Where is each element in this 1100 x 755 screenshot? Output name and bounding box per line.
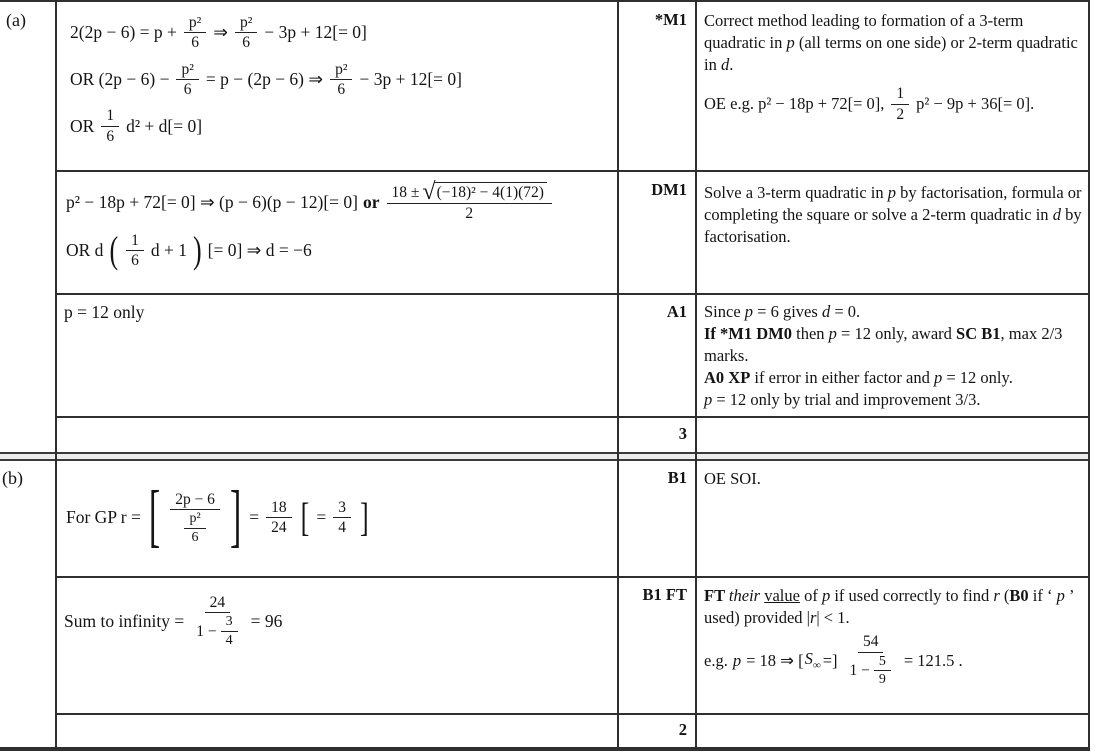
note-text: = 6 gives [753,302,822,321]
note-text: ‘ [1046,586,1057,605]
equation-a1-line1 [70,14,610,52]
mark-total-b: 2 [678,720,687,739]
grid-line-row-a3 [55,416,1090,418]
note-text: if used correctly to find [830,586,994,605]
grid-line-bottom [0,747,1090,751]
numerator: p² [184,511,205,529]
numerator: p² [235,14,257,33]
variable-r: r [993,586,1000,605]
denominator [178,510,211,545]
numerator: 24 [205,594,231,613]
fraction [891,85,909,123]
fraction [191,594,243,649]
working-cell-b1 [66,466,611,570]
math-text: 1 − [196,622,217,640]
note-text: ’ used) provided | [704,586,1074,628]
note-text: then [791,324,829,344]
denominator: 6 [191,529,199,545]
math-text: = 96 [250,610,283,631]
variable-p: p [821,586,831,605]
working-cell-a2 [66,179,611,278]
numerator [387,179,552,205]
math-text: Sum to infinity = [64,610,185,631]
note-text: OE SOI. [704,469,761,488]
fraction [101,107,119,145]
numerator: 3 [221,614,238,632]
square-root [422,179,547,205]
grid-line-part-column [55,0,57,751]
math-text: = [316,507,327,528]
part-label-a: (a) [6,10,26,30]
grid-line-right [1088,0,1090,751]
equation-a2-line1 [66,179,611,223]
note-text: = 12 only, award [836,324,957,344]
equation-b2 [64,594,609,649]
working-cell-a3 [64,302,604,323]
math-text: − 3p + 12[= 0] [264,22,367,43]
variable-p: p [934,368,943,388]
grid-line-row-b2 [55,713,1090,715]
fraction [845,633,897,688]
variable-d: d [720,55,730,75]
note-text: Correct method leading to formation of a 3-term quadratic in [704,11,1024,53]
equation-a1-line2 [70,61,610,99]
equation-a1-line3 [70,107,610,145]
math-text: 18 ± [391,183,420,201]
math-text: For GP r = [66,507,141,528]
numerator: 18 [266,499,292,518]
numerator: 1 [126,232,144,251]
note-text: Solve a 3-term quadratic in [704,183,888,202]
math-text: − 3p + 12[= 0] [359,69,462,90]
note-line [704,301,1086,323]
denominator: 24 [271,519,287,537]
radicand: (−18)² − 4(1)(72) [434,182,547,201]
fraction [170,491,220,546]
note-text: p² − 9p + 36[= 0]. [916,94,1035,114]
part-label-b: (b) [2,468,23,488]
denominator: 6 [106,127,115,145]
math-text-or: or [363,191,380,212]
math-text: p² − 18p + 72[= 0] ⇒ (p − 6)(p − 12)[= 0] [66,191,358,212]
mark-b1: B1 [667,468,687,487]
numerator: 3 [333,499,351,518]
note-text: =] [822,650,838,670]
denominator: 4 [338,519,346,537]
note-text: = 0. [830,302,861,321]
numerator: 2p − 6 [170,491,220,510]
denominator [191,613,243,648]
grid-line-row-a2 [55,293,1090,295]
fraction [184,14,206,52]
note-text-bold: FT [704,586,729,605]
note-b1 [704,468,1086,499]
note-equation [704,633,1086,688]
numerator: 1 [101,107,119,126]
note-text-underline: value [764,586,800,605]
equation-b1: For GP r = [ $\frac{2p - 6}{\frac{\text{p²}}{6}}$ ] = $\frac{18}{24}$ [ = $\frac{3}{4}$ ] [66,479,369,555]
infinity-subscript: ∞ [812,659,821,672]
fraction [235,14,257,52]
numerator: p² [330,61,352,80]
note-text: ( [999,586,1010,605]
denominator: 6 [183,81,192,99]
variable-p: p [786,33,795,53]
denominator: 6 [131,252,139,270]
note-text: = 12 only by trial and improvement 3/3. [712,390,981,410]
math-text: [= 0] ⇒ d = −6 [207,240,312,261]
note-text-bold: If *M1 DM0 [704,324,792,344]
math-text: = p − (2p − 6) ⇒ [205,69,324,90]
variable-p: p [1056,586,1065,605]
nested-fraction [221,614,238,648]
working-cell-b2 [64,594,609,658]
math-text: d² + d[= 0] [126,115,203,136]
fraction [266,499,292,537]
denominator: 6 [242,34,251,52]
math-text: OR (2p − 6) − [70,69,170,90]
note-dm1 [704,182,1086,257]
grid-line-row-b1 [55,576,1090,578]
note-text: by factorisation, formula or completing the square or solve a 2-term quadratic in [704,183,1082,225]
note-text: . [729,55,734,75]
variable-p: p [744,302,754,321]
fraction [387,179,552,223]
note-paragraph [704,182,1086,248]
nested-fraction [874,654,891,688]
note-text: of [799,586,822,605]
variable-r: r [809,608,817,628]
note-paragraph [704,10,1086,76]
denominator: 2 [896,105,905,123]
mark-b1ft: B1 FT [642,585,687,604]
working-cell-a1 [70,14,610,154]
note-text-italic: their [728,586,765,605]
denominator: 2 [465,205,474,223]
fraction [333,499,351,537]
note-text: = 121.5 . [903,650,963,670]
variable-d: d [1052,205,1061,225]
denominator: 9 [878,672,886,688]
variable-d: d [821,302,831,321]
math-text: ⇒ [213,22,228,43]
equation-a2-line2: OR d ( $\frac{1}{6}$ d + 1 ) [= 0] ⇒ d = −6 [66,228,312,271]
note-a1 [704,301,1086,412]
denominator: 6 [337,81,346,99]
variable-p: p [704,390,713,410]
grid-line-notes-column [695,0,697,751]
fraction [126,232,144,270]
note-paragraph [704,585,1086,629]
nested-fraction [184,511,205,545]
note-equation [704,85,1086,123]
note-line [704,367,1086,389]
note-text: if [1028,586,1043,605]
math-text: d + 1 [150,240,187,261]
numerator: p² [184,14,206,33]
radical-sign: √ [422,179,436,205]
answer-text: p = 12 only [64,302,145,322]
mark-total-a: 3 [678,424,687,443]
variable-s [805,648,821,673]
grid-line-marks-column [617,0,619,751]
note-text: = 12 only. [942,368,1013,388]
note-line [704,468,1086,490]
numerator: 5 [874,654,891,672]
mark-m1: *M1 [654,10,687,29]
grid-line-row-a1 [55,170,1090,172]
note-text-bold: A0 XP [704,368,751,388]
note-text: (all terms on one side) or 2-term quadratic in [704,33,1078,75]
note-text: Since [704,302,745,321]
mark-dm1: DM1 [651,180,687,199]
denominator [845,653,897,688]
note-text: OE e.g. p² − 18p + 72[= 0], [704,94,885,114]
denominator: 6 [191,34,199,52]
numerator: 54 [858,633,884,652]
note-text-bold: SC B1 [956,324,1001,344]
numerator: p² [176,61,198,80]
math-text: OR [70,115,95,136]
note-text: e.g. [704,650,728,670]
note-line [704,323,1086,367]
variable-p: p [828,324,837,344]
note-text: , max 2/3 marks. [704,324,1063,366]
grid-line-top [0,0,1090,2]
section-separator [0,452,1090,461]
note-text-italic: S [804,649,813,669]
note-text: = 18 ⇒ [ [746,650,804,670]
note-text: if error in either factor and [750,368,934,388]
math-text: OR d [66,240,104,261]
variable-p: p [887,183,896,202]
note-text: | < 1. [816,608,850,628]
variable-p: p [732,650,742,670]
note-m1 [704,10,1086,132]
note-text: 1 − [849,662,870,680]
math-text: 2(2p − 6) = p + [70,22,177,43]
math-text: = [249,507,260,528]
denominator: 4 [225,633,233,649]
numerator: 1 [891,85,909,104]
mark-a1: A1 [666,302,687,321]
fraction [330,61,352,99]
note-text-bold: B0 [1009,586,1029,605]
note-line [704,389,1086,411]
note-b1ft [704,585,1086,688]
note-text: by factorisation. [704,205,1082,247]
fraction [176,61,198,99]
